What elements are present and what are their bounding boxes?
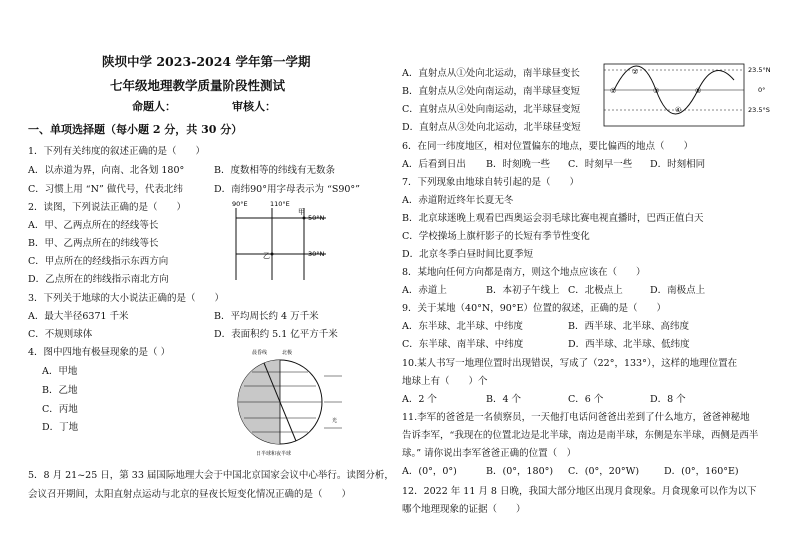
terminator-label: 晨昏线 <box>252 350 268 356</box>
q2-option-c: C．甲点所在的经线指示东西方向 <box>28 256 169 267</box>
question-6: 6．在同一纬度地区，相对位置偏东的地点，要比偏西的地点（ ） <box>402 141 694 152</box>
label-23-5n: 23.5°N <box>748 66 771 74</box>
question-11-line2: 告诉李军，“我现在的位置北边是北半球，南边是南半球，东侧是东半球，西侧是西半 <box>402 430 759 441</box>
q9-option-c: C．东半球、南半球、中纬度 <box>402 339 524 350</box>
question-5-line2: 会议召开期间，太阳直射点运动与北京的昼夜长短变化情况正确的是（ ） <box>28 489 352 500</box>
q8-option-c: C．北极点上 <box>568 285 623 296</box>
q9-option-b: B．西半球、北半球、高纬度 <box>568 321 689 332</box>
q2-option-d: D．乙点所在的纬线指示南北方向 <box>28 274 169 285</box>
question-10-line1: 10.某人书写一地理位置时出现错误，写成了（22°，133°），这样的地理位置在 <box>402 358 738 369</box>
question-7: 7．下列现象由地球自转引起的是（ ） <box>402 177 580 188</box>
point-jia <box>303 217 306 220</box>
question-9: 9．关于某地（40°N，90°E）位置的叙述，正确的是（ ） <box>402 303 666 314</box>
q9-option-a: A．东半球、北半球、中纬度 <box>402 321 523 332</box>
q8-option-a: A．赤道上 <box>402 285 447 296</box>
question-5-line1: 5．8 月 21~25 日，第 33 届国际地理大会于中国北京国家会议中心举行。读图分析， <box>28 470 394 481</box>
q8-option-b: B．本初子午线上 <box>486 285 560 296</box>
label-50n: 50°N <box>308 214 325 222</box>
question-12-line1: 12．2022 年 11 月 8 日晚，我国大部分地区出现月食现象。月食现象可以作为以下 <box>402 486 757 497</box>
q7-option-c: C．学校操场上旗杆影子的长短有季节性变化 <box>402 231 590 242</box>
q1-option-c: C．习惯上用 “N” 做代号，代表北纬 <box>28 184 183 195</box>
q6-option-d: D．时刻相同 <box>650 159 706 170</box>
q4-option-b: B．乙地 <box>42 385 78 396</box>
point-5: ⑤ <box>695 87 702 95</box>
q10-option-d: D．8 个 <box>650 394 686 405</box>
q2-grid-figure <box>226 198 336 288</box>
sunlight-label: 光 <box>332 418 338 424</box>
q7-option-a: A．赤道附近终年长夏无冬 <box>402 195 514 206</box>
q1-option-a: A．以赤道为界，向南、北各划 180° <box>28 165 185 176</box>
q2-option-b: B．甲、乙两点所在的纬线等长 <box>28 238 159 249</box>
q5-direct-point-figure <box>600 60 786 130</box>
question-11-line3: 球。” 请你说出李军爸爸正确的位置（ ） <box>402 448 577 459</box>
q11-option-b: B．(0°，180°) <box>486 466 554 477</box>
q7-option-d: D．北京冬季白昼时间比夏季短 <box>402 249 534 260</box>
q6-option-b: B．时刻晚一些 <box>486 159 550 170</box>
exam-title: 陕坝中学 2023-2024 学年第一学期 <box>102 54 311 69</box>
q4-option-d: D．丁地 <box>42 422 79 433</box>
reviewer-label: 审核人： <box>232 100 276 113</box>
q5-option-d: D．直射点从③处向北运动，北半球昼变短 <box>402 122 581 133</box>
label-equator: 0° <box>758 86 766 94</box>
label-110e: 110°E <box>270 200 290 208</box>
question-3: 3．下列关于地球的大小说法正确的是（ ） <box>28 293 225 304</box>
q6-option-a: A．后看到日出 <box>402 159 466 170</box>
q10-option-a: A．2 个 <box>402 394 437 405</box>
q3-option-c: C．不规则球体 <box>28 329 93 340</box>
question-1: 1．下列有关纬度的叙述正确的是（ ） <box>28 146 206 157</box>
question-8: 8．某地向任何方向都是南方，则这个地点应该在（ ） <box>402 267 646 278</box>
question-12-line2: 哪个地理现象的证据（ ） <box>402 504 526 515</box>
q11-option-a: A．(0°，0°) <box>402 466 457 477</box>
point-4: ④ <box>675 106 682 114</box>
q10-option-c: C．6 个 <box>568 394 604 405</box>
q9-option-d: D．西半球、北半球、低纬度 <box>568 339 690 350</box>
q5-option-b: B．直射点从②处向南运动，南半球昼变短 <box>402 86 580 97</box>
q3-option-a: A．最大半径6371 千米 <box>28 311 129 322</box>
label-jia: 甲 <box>298 208 305 216</box>
q8-option-d: D．南极点上 <box>650 285 706 296</box>
q3-option-b: B．平均周长约 4 万千米 <box>214 311 319 322</box>
label-23-5s: 23.5°S <box>748 106 770 114</box>
north-pole-label: 北极 <box>282 350 293 356</box>
point-1: ① <box>610 87 617 95</box>
exam-subtitle: 七年级地理教学质量阶段性测试 <box>110 78 286 93</box>
q2-option-a: A．甲、乙两点所在的经线等长 <box>28 220 159 231</box>
point-yi <box>271 253 274 256</box>
q6-option-c: C．时刻早一些 <box>568 159 633 170</box>
question-2: 2．读图，下列说法正确的是（ ） <box>28 202 187 213</box>
question-11-line1: 11.李军的爸爸是一名侦察员，一天他打电话问爸爸出差到了什么地方，爸爸神秘地 <box>402 412 750 423</box>
q5-option-c: C．直射点从④处向南运动，北半球昼变短 <box>402 104 581 115</box>
q4-option-c: C．丙地 <box>42 404 78 415</box>
q5-option-a: A．直射点从①处向北运动，南半球昼变长 <box>402 68 580 79</box>
q10-option-b: B．4 个 <box>486 394 522 405</box>
q11-option-c: C．(0°，20°W) <box>568 466 640 477</box>
point-3: ③ <box>653 87 660 95</box>
point-2: ② <box>632 68 639 76</box>
q11-option-d: D．(0°，160°E) <box>664 466 739 477</box>
label-90e: 90°E <box>232 200 248 208</box>
q4-option-a: A．甲地 <box>42 366 78 377</box>
globe-caption: 日半球和夜半球 <box>256 451 292 457</box>
q1-option-d: D．南纬90°用字母表示为 “S90°” <box>214 184 361 195</box>
question-4: 4．图中四地有极昼现象的是（ ） <box>28 347 171 358</box>
q3-option-d: D．表面积约 5.1 亿平方千米 <box>214 329 338 340</box>
label-30n: 30°N <box>308 250 325 258</box>
question-10-line2: 地球上有（ ）个 <box>402 376 488 387</box>
label-yi: 乙 <box>263 252 270 260</box>
section-heading: 一、单项选择题（每小题 2 分，共 30 分） <box>28 123 243 136</box>
q1-option-b: B．度数相等的纬线有无数条 <box>214 165 335 176</box>
q4-globe-figure <box>224 346 348 458</box>
author-label: 命题人： <box>132 100 176 113</box>
q7-option-b: B．北京球迷晚上观看巴西奥运会羽毛球比赛电视直播时，巴西正值白天 <box>402 213 704 224</box>
